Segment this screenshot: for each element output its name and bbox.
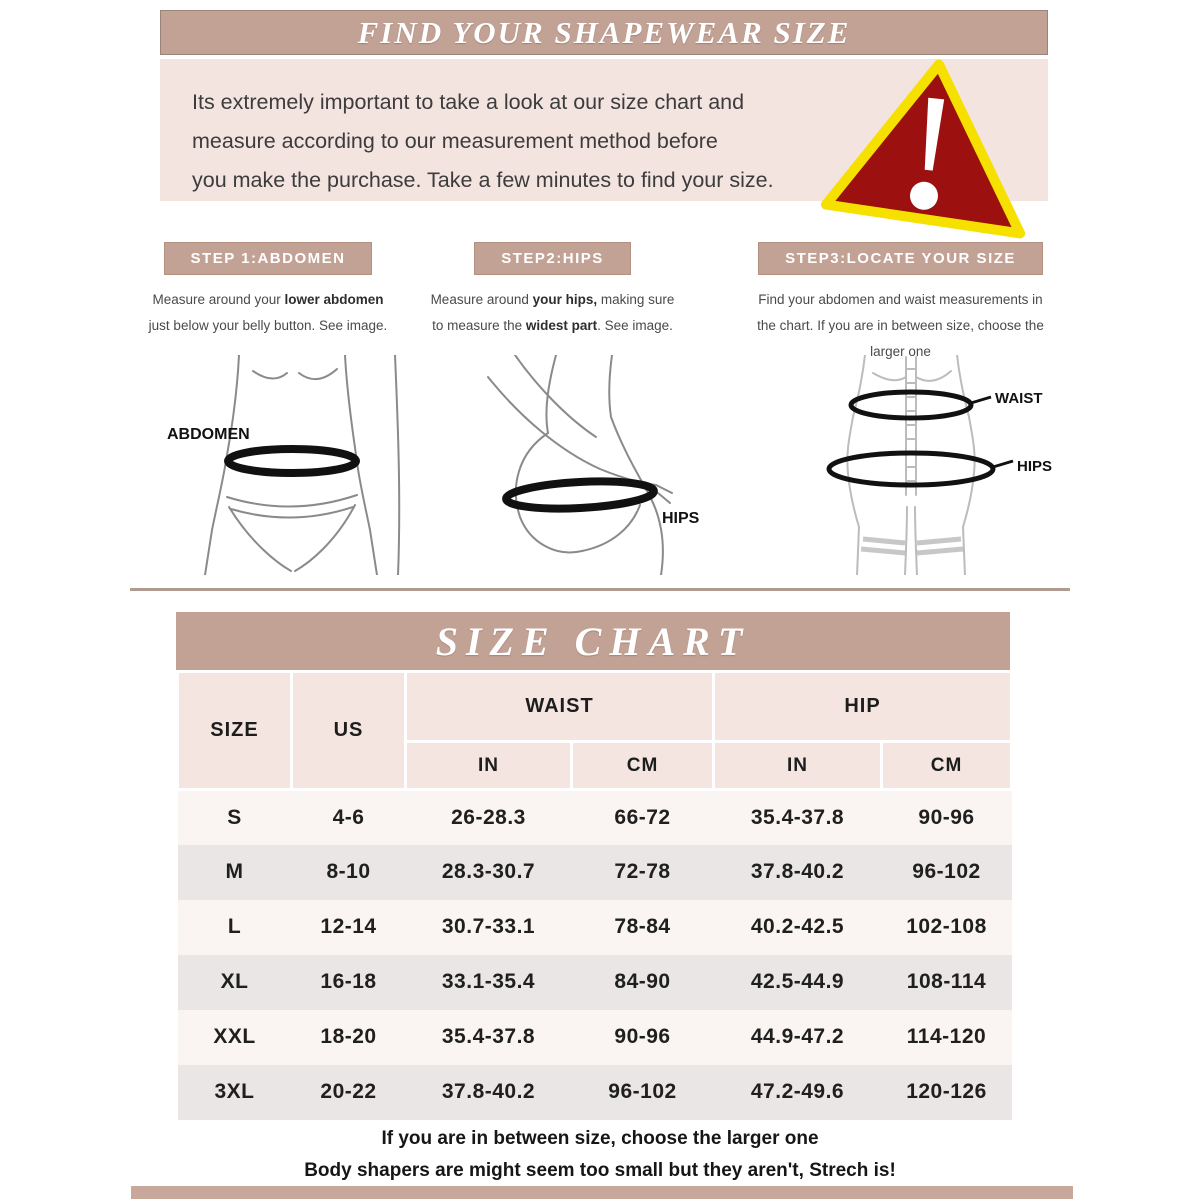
table-cell-hip_in: 47.2-49.6 — [750, 1080, 845, 1103]
step-1-column — [143, 242, 393, 339]
step-description-segment: . See image. — [597, 318, 673, 333]
table-cell-waist_cm: 84-90 — [614, 970, 671, 993]
abdomen-illustration — [165, 355, 465, 575]
step-description-segment: widest part — [525, 318, 598, 333]
hips-label: HIPS — [662, 510, 700, 527]
table-cell-waist_in: 30.7-33.1 — [441, 915, 536, 938]
intro-line: Its extremely important to take a look at our size chart and — [192, 90, 745, 114]
table-cell-hip_in: 37.8-40.2 — [750, 860, 845, 883]
step-description-segment: your hips, — [532, 292, 598, 307]
table-row — [178, 1065, 1012, 1120]
intro-line: measure according to our measurement method before — [192, 129, 718, 153]
size-chart-table — [176, 670, 1013, 1120]
table-row — [178, 955, 1012, 1010]
page-title-bar — [160, 10, 1048, 55]
table-cell-hip_cm: 114-120 — [906, 1025, 987, 1048]
step-2-header-badge: STEP2:HIPS — [474, 242, 631, 275]
table-cell-hip_in: 40.2-42.5 — [750, 915, 845, 938]
step-description-segment: Measure around your — [152, 292, 285, 307]
size-chart-body — [178, 790, 1012, 1120]
column-header-hip: HIP — [714, 672, 1012, 742]
table-cell-size: L — [227, 915, 242, 938]
step-description-segment: just below your belly button. See image. — [148, 318, 388, 333]
table-row — [178, 845, 1012, 900]
locate-size-illustration — [775, 355, 1075, 575]
table-cell-size: XL — [220, 970, 249, 993]
table-cell-hip_cm: 96-102 — [912, 860, 981, 883]
table-cell-waist_cm: 72-78 — [614, 860, 671, 883]
table-cell-waist_cm: 66-72 — [614, 805, 671, 829]
column-header-waist-cm: CM — [572, 742, 714, 790]
table-cell-size: XXL — [213, 1025, 256, 1048]
column-header-waist: WAIST — [406, 672, 714, 742]
step-description-segment: lower abdomen — [284, 292, 384, 307]
table-cell-size: S — [227, 805, 242, 829]
intro-text — [192, 83, 774, 200]
step-2-column — [425, 242, 680, 339]
table-cell-waist_in: 26-28.3 — [451, 805, 526, 829]
table-cell-hip_cm: 120-126 — [906, 1080, 987, 1103]
step-3-description — [748, 287, 1053, 365]
table-cell-us: 8-10 — [326, 860, 371, 883]
table-cell-waist_in: 37.8-40.2 — [441, 1080, 536, 1103]
column-header-us: US — [292, 672, 406, 790]
table-cell-waist_in: 33.1-35.4 — [441, 970, 536, 993]
table-cell-hip_in: 42.5-44.9 — [750, 970, 845, 993]
bottom-accent-bar — [131, 1186, 1073, 1199]
abdomen-label: ABDOMEN — [167, 426, 250, 443]
size-chart-title-bar — [176, 612, 1010, 670]
table-cell-hip_cm: 90-96 — [918, 805, 975, 829]
column-header-hip-cm: CM — [882, 742, 1012, 790]
step-1-header-badge: STEP 1:ABDOMEN — [164, 242, 373, 275]
footer-note-stretch: Body shapers are might seem too small but they aren't, Strech is! — [304, 1160, 896, 1181]
table-row — [178, 790, 1012, 845]
table-cell-size: M — [225, 860, 244, 883]
table-cell-hip_in: 44.9-47.2 — [750, 1025, 845, 1048]
column-header-waist-in: IN — [406, 742, 572, 790]
waist-label: WAIST — [995, 390, 1043, 407]
step-2-description — [425, 287, 680, 339]
step-description-segment: making sure to measure the — [432, 292, 675, 333]
intro-line: you make the purchase. Take a few minutes to find your size. — [192, 168, 774, 192]
size-chart-title: SIZE CHART — [435, 618, 751, 664]
table-cell-us: 20-22 — [320, 1080, 377, 1103]
table-cell-hip_in: 35.4-37.8 — [750, 805, 845, 829]
table-cell-waist_cm: 90-96 — [614, 1025, 671, 1048]
table-cell-hip_cm: 108-114 — [906, 970, 987, 993]
hips-illustration — [460, 355, 760, 575]
table-row — [178, 1010, 1012, 1065]
step-3-header-badge: STEP3:LOCATE YOUR SIZE — [758, 242, 1043, 275]
column-header-hip-in: IN — [714, 742, 882, 790]
table-cell-waist_in: 28.3-30.7 — [441, 860, 536, 883]
table-cell-waist_in: 35.4-37.8 — [441, 1025, 536, 1048]
step-3-column — [748, 242, 1053, 365]
column-header-size: SIZE — [178, 672, 292, 790]
table-cell-size: 3XL — [214, 1080, 255, 1103]
section-divider — [130, 588, 1070, 591]
table-cell-us: 18-20 — [320, 1025, 377, 1048]
table-row — [178, 900, 1012, 955]
table-cell-us: 16-18 — [320, 970, 377, 993]
hips-label: HIPS — [1017, 458, 1053, 475]
footer-note-between-sizes: If you are in between size, choose the larger one — [381, 1128, 819, 1149]
table-cell-waist_cm: 96-102 — [608, 1080, 677, 1103]
table-cell-us: 4-6 — [332, 805, 365, 829]
step-description-segment: Find your abdomen and waist measurements in the chart. If you are in between size, choose the larger one — [757, 292, 1044, 359]
table-cell-us: 12-14 — [320, 915, 377, 938]
step-1-description — [143, 287, 393, 339]
table-cell-waist_cm: 78-84 — [614, 915, 671, 938]
table-cell-hip_cm: 102-108 — [906, 915, 987, 938]
page-title: FIND YOUR SHAPEWEAR SIZE — [357, 14, 851, 50]
warning-triangle-icon — [818, 58, 1033, 238]
step-description-segment: Measure around — [430, 292, 533, 307]
